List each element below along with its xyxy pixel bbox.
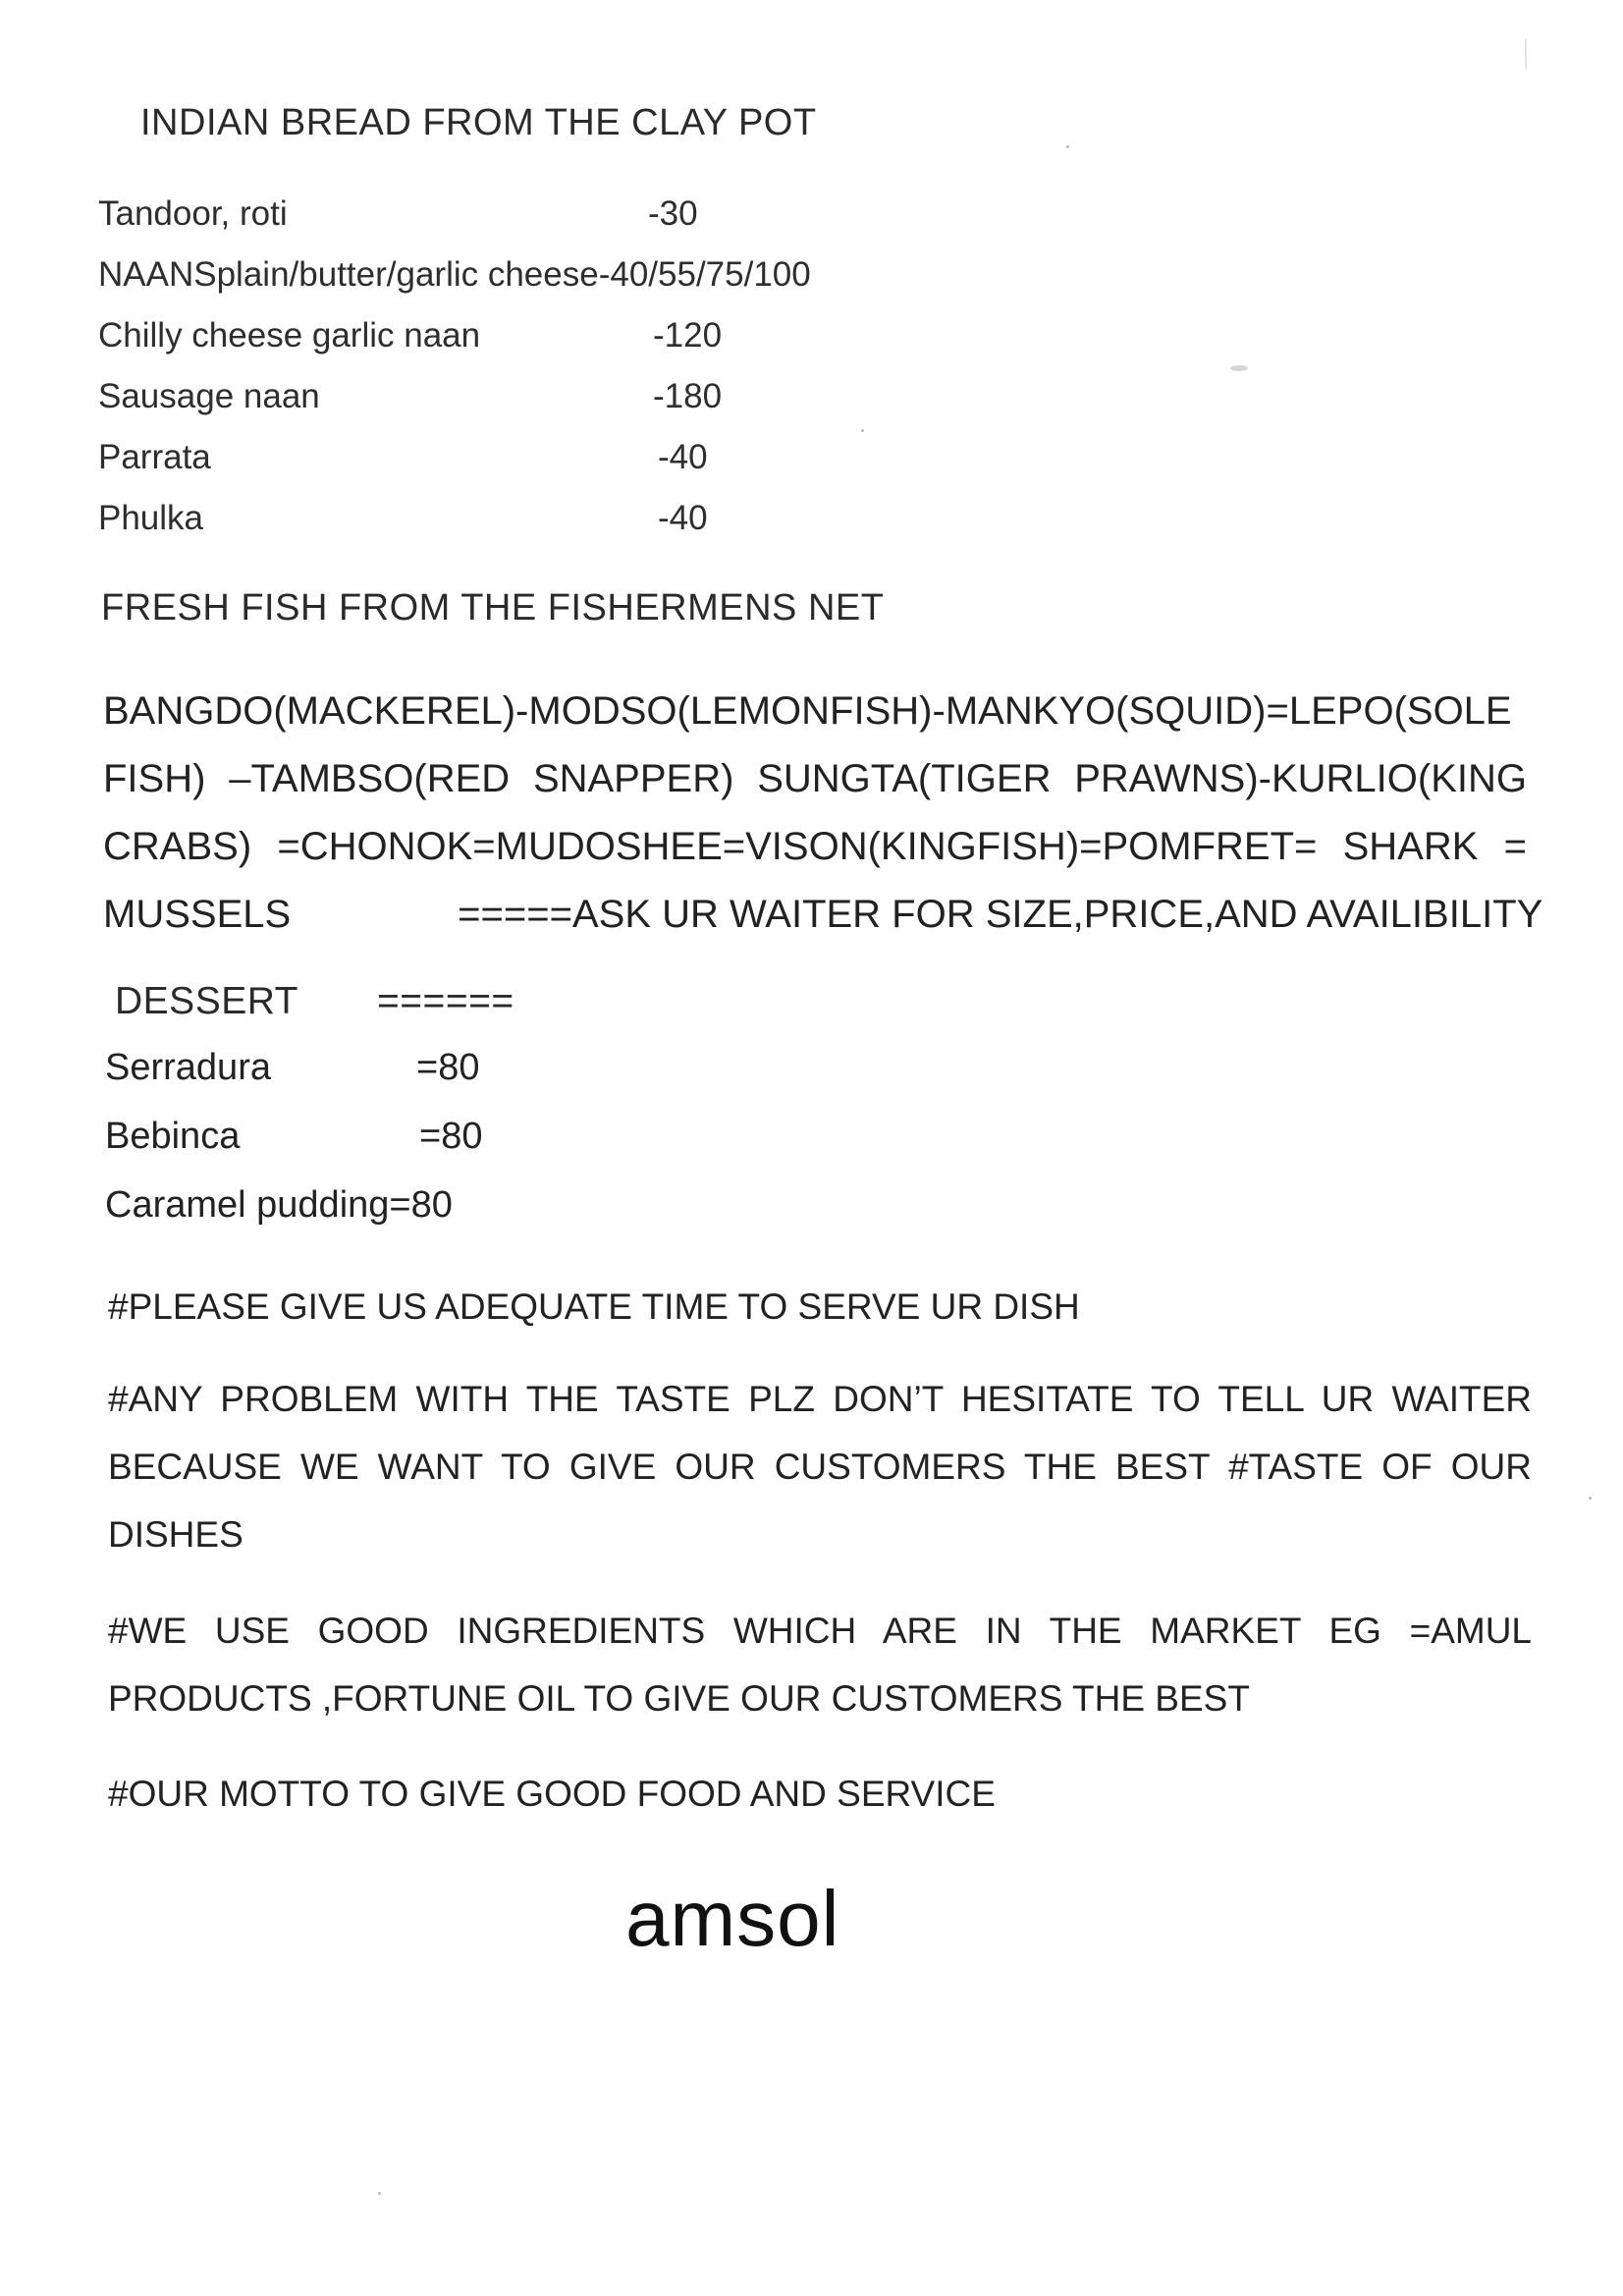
note-line: PRODUCTS ,FORTUNE OIL TO GIVE OUR CUSTOMERS THE BEST xyxy=(108,1678,1250,1719)
menu-item-name: Bebinca xyxy=(105,1116,241,1157)
note-line: #WE USE GOOD INGREDIENTS WHICH ARE IN THE MARKET EG =AMUL xyxy=(108,1611,1532,1651)
menu-item xyxy=(105,1116,483,1158)
menu-item xyxy=(98,377,723,416)
note-line: #ANY PROBLEM WITH THE TASTE PLZ DON’T HESITATE TO TELL UR WAITER xyxy=(108,1379,1532,1419)
scan-speck xyxy=(1589,1497,1592,1500)
dessert-title-text: DESSERT xyxy=(115,980,298,1022)
note-ingredients xyxy=(108,1597,1532,1732)
note-motto xyxy=(108,1760,1532,1828)
menu-item-name: Caramel pudding xyxy=(105,1184,390,1226)
menu-item xyxy=(105,1047,480,1089)
menu-item-name: Tandoor, roti xyxy=(98,194,288,233)
scan-speck xyxy=(1066,145,1069,148)
dessert-title-suffix: ====== xyxy=(377,980,514,1022)
menu-item xyxy=(105,1184,453,1227)
note-line: #PLEASE GIVE US ADEQUATE TIME TO SERVE UR DISH xyxy=(108,1286,1080,1327)
note-line: BECAUSE WE WANT TO GIVE OUR CUSTOMERS THE BEST #TASTE OF OUR xyxy=(108,1447,1532,1487)
scan-speck xyxy=(861,429,864,432)
note-taste-problem xyxy=(108,1365,1532,1568)
menu-item-name: Serradura xyxy=(105,1047,271,1088)
scan-speck xyxy=(378,2192,381,2195)
fish-section-title: FRESH FISH FROM THE FISHERMENS NET xyxy=(101,587,885,629)
menu-item-price: =80 xyxy=(389,1184,453,1226)
fish-list-line-last xyxy=(103,881,1543,949)
menu-item-price: -30 xyxy=(648,194,698,233)
fish-list-line: MUSSELS xyxy=(103,893,292,936)
menu-item-price: -40 xyxy=(658,499,708,537)
brand-name: amsol xyxy=(625,1875,840,1962)
scan-speck xyxy=(1230,365,1248,371)
note-line: #OUR MOTTO TO GIVE GOOD FOOD AND SERVICE xyxy=(108,1774,996,1814)
menu-item-name: Sausage naan xyxy=(98,377,320,415)
menu-item-price: =80 xyxy=(416,1047,480,1088)
dessert-section-title xyxy=(115,980,514,1023)
fish-list-line: FISH) –TAMBSO(RED SNAPPER) SUNGTA(TIGER PRAWNS)-KURLIO(KING xyxy=(103,757,1527,800)
fish-list xyxy=(103,678,1543,949)
menu-item-price: -40/55/75/100 xyxy=(598,255,811,294)
menu-item xyxy=(98,194,698,234)
bread-section-title: INDIAN BREAD FROM THE CLAY POT xyxy=(140,102,817,143)
note-line: DISHES xyxy=(108,1514,243,1555)
menu-item-price: -120 xyxy=(653,316,723,355)
fish-availability-note: =====ASK UR WAITER FOR SIZE,PRICE,AND AVAILIBILITY xyxy=(458,893,1543,936)
fish-list-line: BANGDO(MACKEREL)-MODSO(LEMONFISH)-MANKYO(SQUID)=LEPO(SOLE xyxy=(103,689,1512,733)
menu-item xyxy=(98,438,708,477)
menu-item-price: -40 xyxy=(658,438,708,476)
menu-item xyxy=(98,255,811,295)
menu-item-name: NAANSplain/butter/garlic cheese xyxy=(98,255,599,294)
menu-item-price: =80 xyxy=(419,1116,483,1157)
menu-item-name: Chilly cheese garlic naan xyxy=(98,316,481,355)
note-adequate-time xyxy=(108,1273,1532,1340)
menu-item xyxy=(98,499,708,538)
menu-item-price: -180 xyxy=(653,377,723,415)
scan-speck xyxy=(1525,39,1527,69)
menu-item-name: Parrata xyxy=(98,438,211,476)
menu-item-name: Phulka xyxy=(98,499,204,537)
fish-list-line: CRABS) =CHONOK=MUDOSHEE=VISON(KINGFISH)=POMFRET= SHARK = xyxy=(103,825,1527,868)
menu-item xyxy=(98,316,723,355)
